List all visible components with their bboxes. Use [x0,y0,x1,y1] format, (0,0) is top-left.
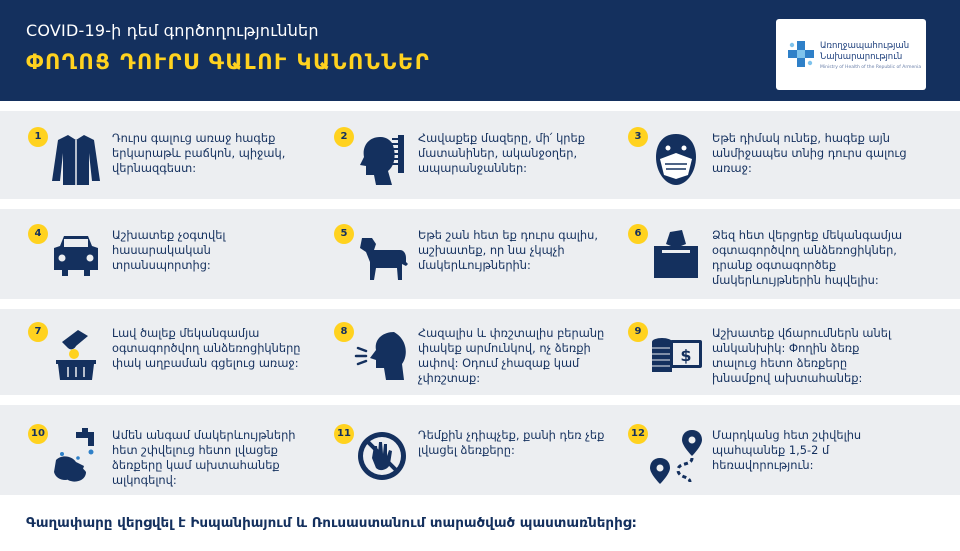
dog-icon [354,228,410,284]
sneeze-icon [354,326,410,382]
tip-number: 1 [28,127,48,147]
header-subtitle: COVID-19-ի դեմ գործողություններ [26,21,319,40]
tip-10 [6,424,306,504]
tip-6 [606,224,906,304]
header-banner [0,0,960,101]
tip-number: 5 [334,224,354,244]
tip-number: 4 [28,224,48,244]
tip-3 [606,127,906,207]
tip-4 [6,224,306,304]
tip-number: 3 [628,127,648,147]
tip-number: 10 [28,424,48,444]
tip-number: 7 [28,322,48,342]
tip-12 [606,424,906,504]
tip-2 [312,127,612,207]
money-card-icon [648,326,704,382]
page-title: ՓՈՂՈՑ ԴՈՒՐՍ ԳԱԼՈՒ ԿԱՆՈՆՆԵՐ [26,50,431,74]
tip-text: Լավ ծալեք մեկանգամյա օգտագործվող անձեռոցիկները փակ աղբաման գցելուց առաջ: [112,326,301,370]
footer-note: Գաղափարը վերցվել է Իսպանիայում և Ռուսաստանում տարածված պաստառներից: [26,515,637,531]
tip-text: Դեմքին չդիպչեք, քանի դեռ չեք լվացել ձեռքերը: [418,428,605,457]
tip-9 [606,322,906,402]
tip-number: 6 [628,224,648,244]
tip-text: Ամեն անգամ մակերևույթների հետ շփվելուց հետո լվացեք ձեռքերը կամ ախտահանեք ալկոգելով: [112,428,296,487]
hand-washing-icon [48,428,104,484]
trash-bin-icon [48,326,104,382]
tip-number: 2 [334,127,354,147]
logo-text-3: Ministry of Health of the Republic of Armenia [820,65,922,70]
tip-number: 8 [334,322,354,342]
logo-text-1: Առողջապահության [820,41,910,51]
tip-text: Մարդկանց հետ շփվելիս պահպանեք 1,5-2 մ հեռավորություն: [712,428,862,472]
tip-5 [312,224,612,304]
svg-text:$: $ [680,346,692,365]
tip-text: Դուրս գալուց առաջ հագեք երկարաթև բաճկոն, պիջակ, վերնազգեստ: [112,131,286,175]
tip-1 [6,127,306,207]
car-icon [48,228,104,284]
ministry-cross-icon [786,39,816,69]
tip-number: 11 [334,424,354,444]
tip-text: Աշխատեք վճարումներն անել անկանխիկ: Փողին ձեռք տալուց հետո ձեռքերը խնամքով ախտահանեք: [712,326,892,385]
no-touch-face-icon [354,428,410,484]
tip-text: Հավաքեք մազերը, մի՛ կրեք մատանիներ, ականջօղեր, ապարանջաններ: [418,131,585,175]
ministry-logo [776,19,926,90]
tip-text: Եթե դիմակ ունեք, հագեք այն անմիջապես տնից դուրս գալուց առաջ: [712,131,907,175]
tip-text: Հազալիս և փռշտալիս բերանը փակեք արմունկով, ոչ ձեռքի ափով: Օդում չհազաք կամ չփռշտաք: [418,326,605,385]
tip-8 [312,322,612,402]
tip-number: 9 [628,322,648,342]
jacket-icon [48,131,104,187]
tip-text: Ձեզ հետ վերցրեք մեկանգամյա օգտագործվող անձեռոցիկներ, դրանք օգտագործեք մակերևույթներին հպվելիս: [712,228,903,287]
tip-number: 12 [628,424,648,444]
tip-11 [312,424,612,504]
tissue-box-icon [648,228,704,284]
tip-7 [6,322,306,402]
tip-text: Աշխատեք չօգտվել հասարակական տրանսպորտից: [112,228,226,272]
tip-text: Եթե շան հետ եք դուրս գալիս, աշխատեք, որ նա չկպչի մակերևույթներին: [418,228,598,272]
distance-icon [648,428,704,484]
hair-comb-icon [354,131,410,187]
logo-text-2: Նախարարություն [820,52,903,62]
face-mask-icon [648,131,704,187]
